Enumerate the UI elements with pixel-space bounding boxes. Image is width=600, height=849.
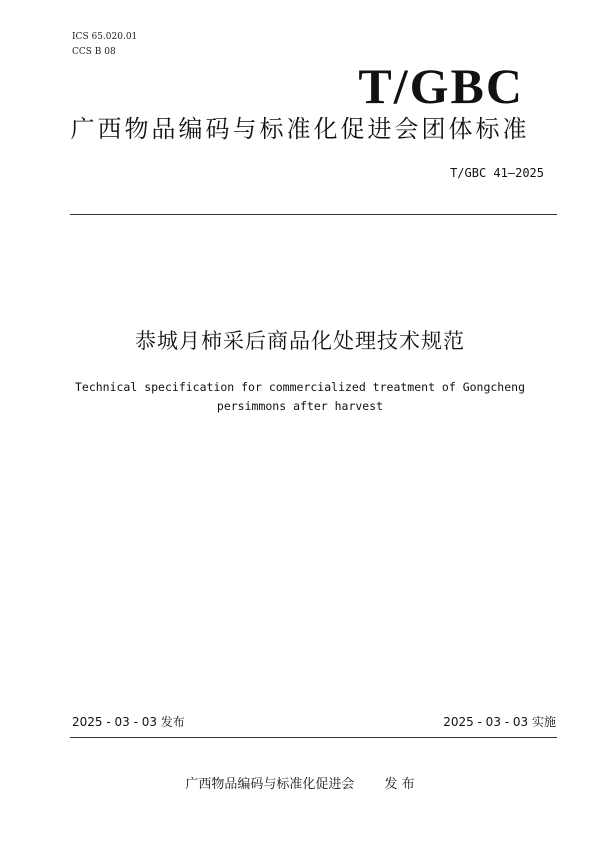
ccs-code: CCS B 08 — [72, 47, 116, 57]
tgbc-logo: T/GBC — [358, 58, 524, 114]
implement-date: 2025 - 03 - 03 实施 — [443, 715, 556, 729]
issue-date: 2025 - 03 - 03 发布 — [72, 715, 185, 729]
bottom-divider — [70, 737, 557, 738]
standard-number: T/GBC 41—2025 — [450, 166, 544, 180]
publisher-name: 广西物品编码与标准化促进会 — [185, 777, 355, 792]
publish-label: 发 布 — [384, 777, 415, 792]
org-title: 广西物品编码与标准化促进会团体标准 — [70, 115, 530, 143]
publisher-row — [0, 776, 600, 794]
ics-code: ICS 65.020.01 — [72, 32, 138, 42]
document-title-cn: 恭城月柿采后商品化处理技术规范 — [135, 329, 465, 353]
document-title-en: Technical specification for commercialized treatment of Gongcheng persimmons after harvest — [74, 380, 526, 413]
top-divider — [70, 214, 557, 215]
